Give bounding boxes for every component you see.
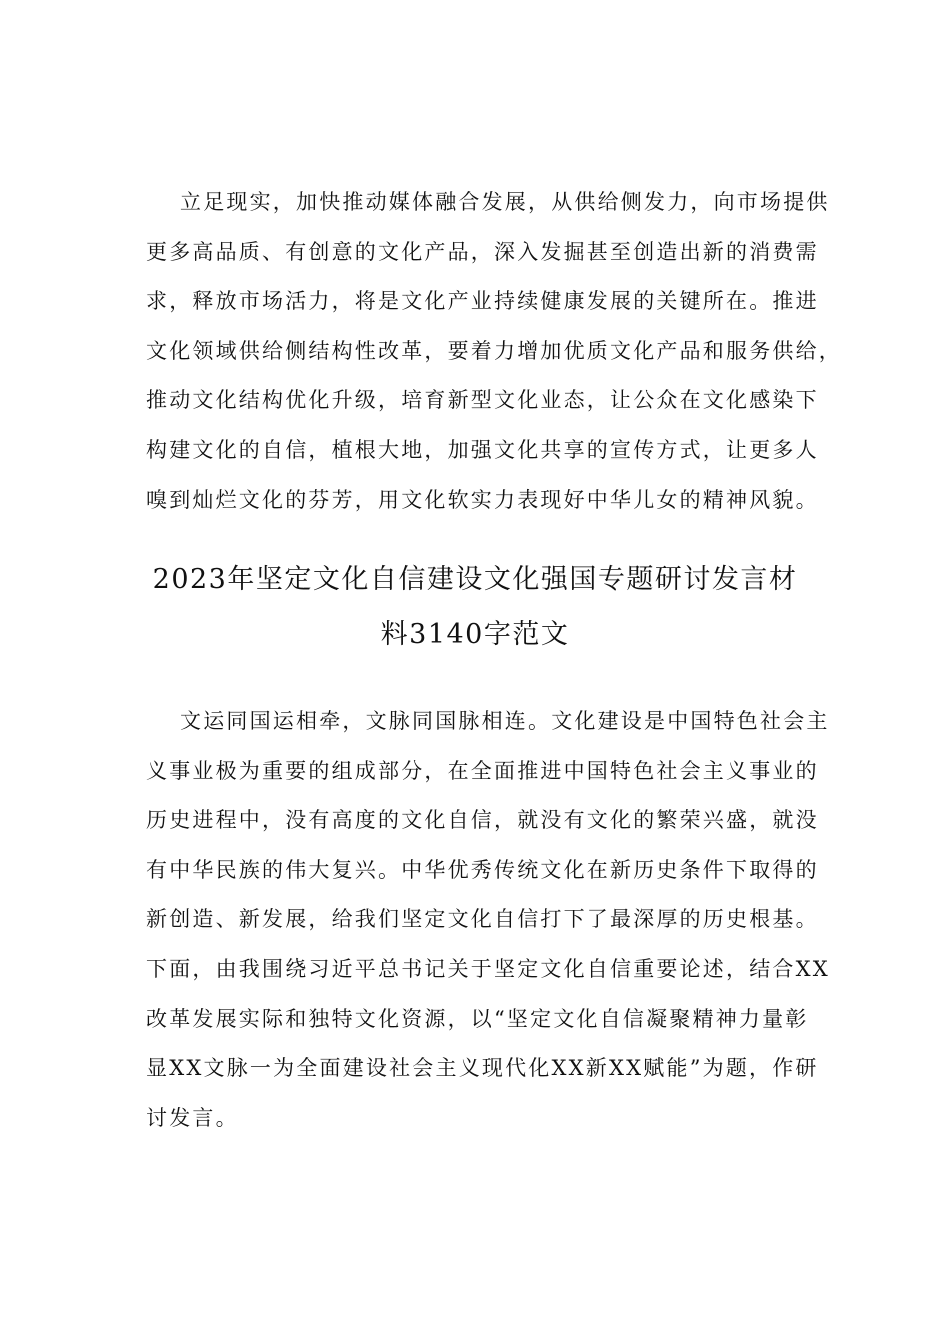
paragraph-line: 有中华民族的伟大复兴。中华优秀传统文化在新历史条件下取得的	[146, 857, 819, 882]
paragraph-line: 立足现实，加快推动媒体融合发展，从供给侧发力，向市场提供	[180, 190, 830, 214]
paragraph-line: 下面，由我围绕习近平总书记关于坚定文化自信重要论述，结合XX	[146, 956, 830, 981]
paragraph-line: 新创造、新发展，给我们坚定文化自信打下了最深厚的历史根基。	[146, 907, 819, 932]
paragraph-line: 求，释放市场活力，将是文化产业持续健康发展的关键所在。推进	[146, 289, 819, 314]
paragraph-line: 改革发展实际和独特文化资源，以“坚定文化自信凝聚精神力量彰	[146, 1006, 809, 1031]
title-line: 2023年坚定文化自信建设文化强国专题研讨发言材	[152, 564, 798, 595]
paragraph-line: 义事业极为重要的组成部分，在全面推进中国特色社会主义事业的	[146, 758, 819, 783]
paragraph-line: 嗅到灿烂文化的芬芳，用文化软实力表现好中华儿女的精神风貌。	[146, 487, 819, 512]
paragraph-line: 显XX文脉一为全面建设社会主义现代化XX新XX赋能”为题，作研	[146, 1056, 819, 1081]
paragraph-intro	[146, 178, 842, 525]
paragraph-line: 讨发言。	[146, 1105, 239, 1130]
title-line: 料3140字范文	[380, 619, 570, 650]
document-title	[100, 552, 850, 662]
paragraph-line: 推动文化结构优化升级，培育新型文化业态，让公众在文化感染下	[146, 388, 819, 413]
paragraph-body	[146, 697, 830, 1143]
paragraph-line: 文化领域供给侧结构性改革，要着力增加优质文化产品和服务供给，	[146, 338, 842, 363]
paragraph-line: 历史进程中，没有高度的文化自信，就没有文化的繁荣兴盛，就没	[146, 808, 819, 833]
paragraph-line: 构建文化的自信，植根大地，加强文化共享的宣传方式，让更多人	[146, 437, 819, 462]
paragraph-line: 更多高品质、有创意的文化产品，深入发掘甚至创造出新的消费需	[146, 239, 819, 264]
paragraph-line: 文运同国运相牵，文脉同国脉相连。文化建设是中国特色社会主	[180, 709, 830, 733]
